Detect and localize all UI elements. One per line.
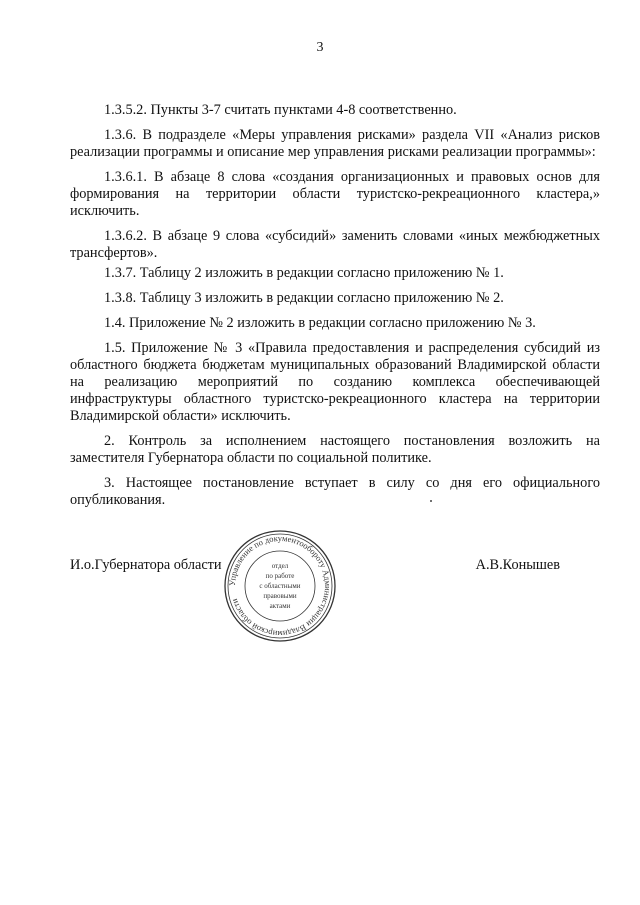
stamp-outer-text: Управление по документообороту Администрации Владимирской области <box>226 532 334 640</box>
stray-dot <box>430 500 432 502</box>
paragraph-1-3-8: 1.3.8. Таблицу 3 изложить в редакции согласно приложению № 2. <box>104 290 504 306</box>
signatory-position: И.о.Губернатора области <box>70 557 222 573</box>
paragraph-1-3-5-2: 1.3.5.2. Пункты 3-7 считать пунктами 4-8 соответственно. <box>104 102 457 118</box>
stamp-inner-line-3: с областными <box>259 582 301 590</box>
stamp-inner-line-5: актами <box>269 602 291 610</box>
paragraph-1-3-6-2: 1.3.6.2. В абзаце 9 слова «субсидий» заменить словами «иных межбюджетных трансфертов». <box>70 228 600 261</box>
stamp-inner-line-4: правовыми <box>263 592 297 600</box>
page-number: 3 <box>316 40 324 55</box>
paragraph-1-3-7: 1.3.7. Таблицу 2 изложить в редакции согласно приложению № 1. <box>104 265 504 281</box>
stamp-inner-line-1: отдел <box>271 562 289 570</box>
paragraph-1-3-6: 1.3.6. В подразделе «Меры управления рисками» раздела VII «Анализ рисков реализации программы и описание мер управления рисками реализации программы»: <box>70 127 600 160</box>
document-body <box>70 102 600 517</box>
paragraph-1-3-6-1: 1.3.6.1. В абзаце 8 слова «создания организационных и правовых основ для формирования на территории области туристско-рекреационного кластера,» исключить. <box>70 169 600 219</box>
official-stamp <box>222 528 338 644</box>
signatory-name: А.В.Конышев <box>475 557 560 573</box>
paragraph-2: 2. Контроль за исполнением настоящего постановления возложить на заместителя Губернатора области по социальной политике. <box>70 433 600 466</box>
paragraph-3: 3. Настоящее постановление вступает в силу со дня его официального опубликования. <box>70 475 600 508</box>
stamp-inner-line-2: по работе <box>265 572 295 580</box>
paragraph-1-4: 1.4. Приложение № 2 изложить в редакции согласно приложению № 3. <box>104 315 536 331</box>
paragraph-1-5: 1.5. Приложение № 3 «Правила предоставления и распределения субсидий из областного бюджета бюджетам муниципальных образований Владимирской области на реализацию мероприятий по созданию комплекса обеспечивающей инфраструктуры областного туристско-рекреационного кластера на территории Владимирской области» исключить. <box>70 340 600 424</box>
